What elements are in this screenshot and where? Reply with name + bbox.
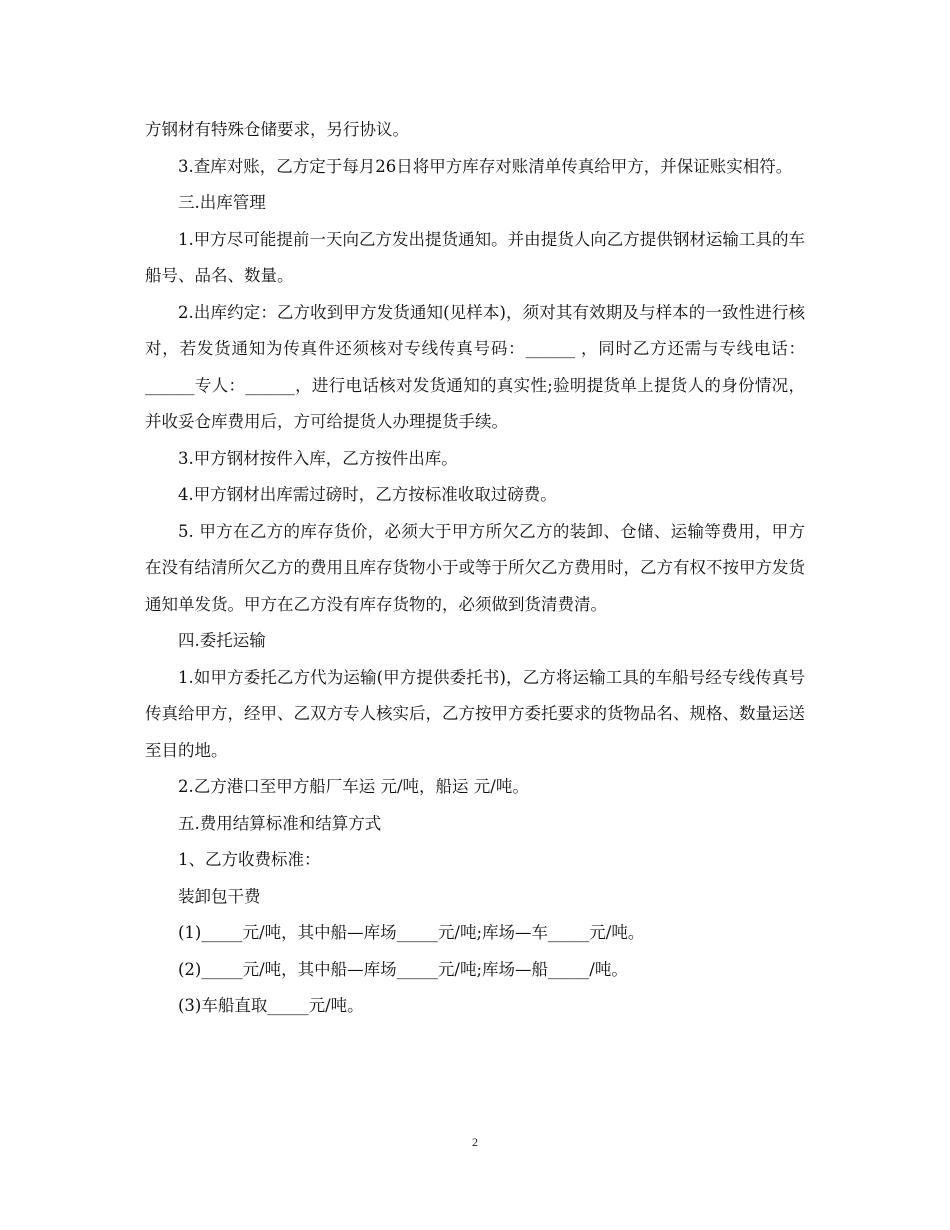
paragraph-transport-commission: 1.如甲方委托乙方代为运输(甲方提供委托书)，乙方将运输工具的车船号经专线传真号传真给甲方，经甲、乙双方专人核实后，乙方按甲方委托要求的货物品名、规格、数量运送至目的地。 bbox=[145, 667, 805, 760]
page-number: 2 bbox=[472, 1135, 478, 1149]
paragraph-storage-requirements: 方钢材有特殊仓储要求，另行协议。 bbox=[145, 120, 409, 139]
paragraph-transport-rates: 2.乙方港口至甲方船厂车运 元/吨，船运 元/吨。 bbox=[178, 777, 529, 796]
paragraph-handling-fee-label: 装卸包干费 bbox=[178, 886, 261, 906]
paragraph-fee-item-3: (3)车船直取_____元/吨。 bbox=[178, 996, 364, 1015]
paragraph-fee-item-1: (1)_____元/吨，其中船—库场_____元/吨;库场—车_____元/吨。 bbox=[178, 923, 645, 942]
paragraph-inventory-value: 5. 甲方在乙方的库存货价，必须大于甲方所欠乙方的装卸、仓储、运输等费用，甲方在没有结清所欠乙方的费用且库存货物小于或等于所欠乙方费用时，乙方有权不按甲方发货通知单发货。甲方在乙方没有库存货物的，必须做到货清费清。 bbox=[145, 521, 805, 614]
section-heading-fee-settlement: 五.费用结算标准和结算方式 bbox=[178, 813, 382, 833]
document-body bbox=[145, 112, 805, 1025]
section-heading-entrusted-transport: 四.委托运输 bbox=[178, 631, 266, 650]
paragraph-outbound-agreement: 2.出库约定：乙方收到甲方发货通知(见样本)，须对其有效期及与样本的一致性进行核对，若发货通知为传真件还须核对专线传真号码：______ ，同时乙方还需与专线电话：______专人：______，进行电话核对发货通知的真实性;验明提货单上提货人的身份情况，并收妥仓库费用后，方可给提货人办理提货手续。 bbox=[145, 302, 805, 431]
paragraph-inventory-reconciliation: 3.查库对账，乙方定于每月26日将甲方库存对账清单传真给甲方，并保证账实相符。 bbox=[178, 156, 793, 176]
paragraph-piece-inbound-outbound: 3.甲方钢材按件入库，乙方按件出库。 bbox=[178, 448, 458, 468]
paragraph-fee-item-2: (2)_____元/吨，其中船—库场_____元/吨;库场—船_____/吨。 bbox=[178, 959, 628, 979]
paragraph-weighing-fee: 4.甲方钢材出库需过磅时，乙方按标准收取过磅费。 bbox=[178, 485, 557, 504]
paragraph-fee-standard: 1、乙方收费标准： bbox=[178, 850, 321, 869]
section-heading-outbound-management: 三.出库管理 bbox=[178, 193, 266, 212]
paragraph-pickup-notice: 1.甲方尽可能提前一天向乙方发出提货通知。并由提货人向乙方提供钢材运输工具的车船号、品名、数量。 bbox=[145, 229, 805, 285]
